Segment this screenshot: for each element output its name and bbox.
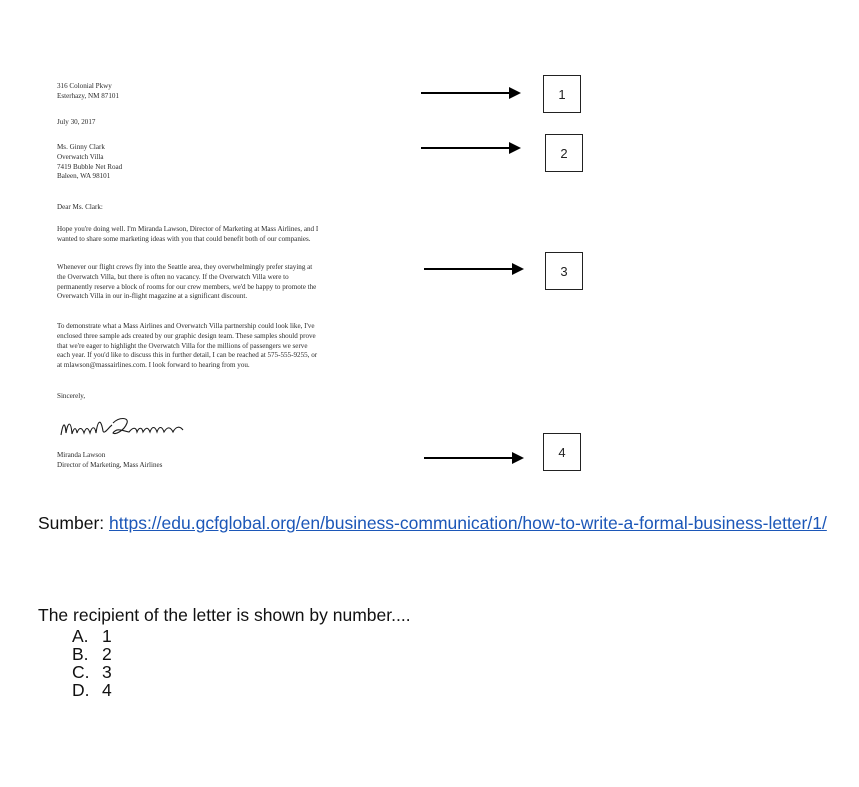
source-prefix: Sumber:: [38, 513, 109, 533]
option-b[interactable]: [72, 645, 112, 663]
signature-block: [57, 451, 162, 471]
marker-box-1: 1: [543, 75, 581, 113]
option-d[interactable]: [72, 681, 112, 699]
sender-address-line: 316 Colonial Pkwy: [57, 82, 112, 90]
paragraph-line: the Overwatch Villa, but there is often no vacancy. If the Overwatch Villa were to: [57, 272, 289, 281]
arrow-3: [424, 263, 524, 275]
source-citation: [38, 512, 828, 534]
option-c[interactable]: [72, 663, 112, 681]
marker-box-3: 3: [545, 252, 583, 290]
sender-address: [57, 82, 119, 102]
paragraph-line: To demonstrate what a Mass Airlines and Overwatch Villa partnership could look like, I've: [57, 322, 315, 330]
option-a[interactable]: [72, 627, 112, 645]
source-link[interactable]: https://edu.gcfglobal.org/en/business-communication/how-to-write-a-formal-business-letter/1/: [109, 513, 827, 533]
paragraph-line: enclosed three sample ads created by our graphic design team. These samples should prove: [57, 331, 316, 340]
answer-options: [72, 627, 112, 699]
letter-paragraph-2: [57, 263, 316, 302]
marker-box-2: 2: [545, 134, 583, 172]
paragraph-line: Overwatch Villa in our in-flight magazine at a significant discount.: [57, 292, 248, 301]
paragraph-line: that we're eager to highlight the Overwatch Villa for the millions of passengers we serve: [57, 341, 308, 350]
paragraph-line: at mlawson@massairlines.com. I look forward to hearing from you.: [57, 361, 250, 370]
marker-box-4: 4: [543, 433, 581, 471]
option-letter: A.: [72, 626, 89, 646]
handwritten-signature: [57, 413, 197, 443]
option-value: 1: [102, 626, 112, 646]
paragraph-line: Whenever our flight crews fly into the Seattle area, they overwhelmingly prefer staying at: [57, 263, 313, 271]
letter-paragraph-1: [57, 225, 318, 245]
option-letter: B.: [72, 644, 89, 664]
letter-date: July 30, 2017: [57, 118, 96, 126]
closing: Sincerely,: [57, 392, 86, 400]
question-text: The recipient of the letter is shown by number....: [38, 605, 411, 625]
paragraph-line: permanently reserve a block of rooms for our crew members, we'd be happy to promote the: [57, 282, 317, 291]
letter-paragraph-3: [57, 322, 317, 371]
recipient-address-line: Ms. Ginny Clark: [57, 143, 105, 151]
option-value: 2: [102, 644, 112, 664]
salutation: Dear Ms. Clark:: [57, 203, 103, 211]
paragraph-line: wanted to share some marketing ideas with you that could benefit both of our companies.: [57, 234, 311, 243]
option-value: 3: [102, 662, 112, 682]
option-value: 4: [102, 680, 112, 700]
recipient-address: [57, 143, 122, 182]
paragraph-line: each year. If you'd like to discuss this in further detail, I can be reached at 575-555-9255, or: [57, 351, 318, 360]
signature-title: Director of Marketing, Mass Airlines: [57, 460, 163, 469]
signature-name: Miranda Lawson: [57, 451, 106, 459]
option-letter: C.: [72, 662, 90, 682]
paragraph-line: Hope you're doing well. I'm Miranda Lawson, Director of Marketing at Mass Airlines, and I: [57, 225, 319, 233]
option-letter: D.: [72, 680, 90, 700]
recipient-address-line: Baleen, WA 98101: [57, 172, 111, 181]
recipient-address-line: Overwatch Villa: [57, 152, 104, 161]
arrow-1: [421, 87, 521, 99]
sender-address-line: Esterhazy, NM 87101: [57, 91, 119, 100]
arrow-4: [424, 452, 524, 464]
arrow-2: [421, 142, 521, 154]
recipient-address-line: 7419 Bubble Net Road: [57, 162, 123, 171]
